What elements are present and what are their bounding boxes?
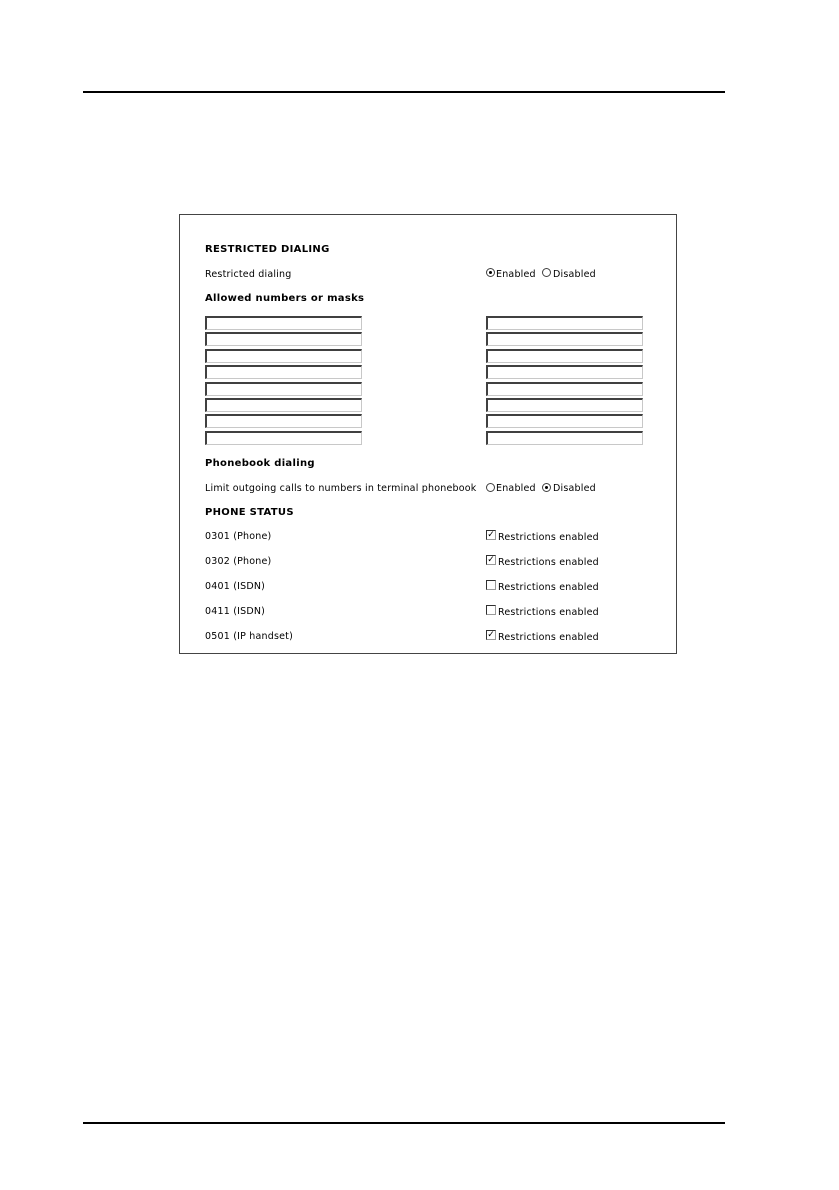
restricted-dialing-disabled-label[interactable]: Disabled xyxy=(553,269,596,280)
header-rule xyxy=(83,91,725,93)
restrictions-enabled-label[interactable]: Restrictions enabled xyxy=(498,557,599,568)
allowed-number-right-field[interactable] xyxy=(486,316,643,330)
restricted-dialing-enabled-radio[interactable] xyxy=(486,268,495,277)
phone-status-row-name: 0401 (ISDN) xyxy=(205,581,266,592)
phonebook-dialing-disabled-label[interactable]: Disabled xyxy=(553,483,596,494)
checkmark-icon: ✓ xyxy=(487,555,495,565)
restrictions-enabled-checkbox[interactable] xyxy=(486,630,496,640)
allowed-number-left-field[interactable] xyxy=(205,431,362,445)
restrictions-enabled-checkbox[interactable] xyxy=(486,605,496,615)
allowed-number-left-field[interactable] xyxy=(205,382,362,396)
phonebook-dialing-label: Limit outgoing calls to numbers in terminal phonebook xyxy=(205,483,477,494)
restricted-dialing-enabled-label[interactable]: Enabled xyxy=(496,269,536,280)
allowed-number-left-field[interactable] xyxy=(205,365,362,379)
restrictions-enabled-checkbox[interactable] xyxy=(486,580,496,590)
phone-status-row-name: 0302 (Phone) xyxy=(205,556,272,567)
allowed-number-right-field[interactable] xyxy=(486,431,643,445)
allowed-number-left-field[interactable] xyxy=(205,332,362,346)
restricted-dialing-label: Restricted dialing xyxy=(205,269,292,280)
allowed-number-right-field[interactable] xyxy=(486,349,643,363)
phone-status-row-name: 0501 (IP handset) xyxy=(205,631,293,642)
restrictions-enabled-label[interactable]: Restrictions enabled xyxy=(498,532,599,543)
phone-status-heading: PHONE STATUS xyxy=(205,507,294,518)
phonebook-dialing-enabled-radio[interactable] xyxy=(486,483,495,492)
checkmark-icon: ✓ xyxy=(487,630,495,640)
allowed-number-right-field[interactable] xyxy=(486,414,643,428)
footer-rule xyxy=(83,1122,725,1124)
allowed-number-left-field[interactable] xyxy=(205,398,362,412)
allowed-number-left-field[interactable] xyxy=(205,316,362,330)
phone-status-row-name: 0411 (ISDN) xyxy=(205,606,266,617)
restricted-dialing-disabled-radio[interactable] xyxy=(542,268,551,277)
restricted-dialing-heading: RESTRICTED DIALING xyxy=(205,244,330,255)
allowed-number-right-field[interactable] xyxy=(486,332,643,346)
restrictions-enabled-label[interactable]: Restrictions enabled xyxy=(498,582,599,593)
checkmark-icon: ✓ xyxy=(487,530,495,540)
allowed-number-left-field[interactable] xyxy=(205,349,362,363)
restrictions-enabled-checkbox[interactable] xyxy=(486,555,496,565)
restrictions-enabled-checkbox[interactable] xyxy=(486,530,496,540)
allowed-number-right-field[interactable] xyxy=(486,398,643,412)
restricted-dialing-panel xyxy=(179,214,677,654)
allowed-number-right-field[interactable] xyxy=(486,382,643,396)
allowed-numbers-heading: Allowed numbers or masks xyxy=(205,293,365,304)
restrictions-enabled-label[interactable]: Restrictions enabled xyxy=(498,632,599,643)
phonebook-dialing-enabled-label[interactable]: Enabled xyxy=(496,483,536,494)
phonebook-dialing-disabled-radio[interactable] xyxy=(542,483,551,492)
allowed-number-right-field[interactable] xyxy=(486,365,643,379)
phonebook-dialing-heading: Phonebook dialing xyxy=(205,458,315,469)
allowed-number-left-field[interactable] xyxy=(205,414,362,428)
restrictions-enabled-label[interactable]: Restrictions enabled xyxy=(498,607,599,618)
phone-status-row-name: 0301 (Phone) xyxy=(205,531,272,542)
